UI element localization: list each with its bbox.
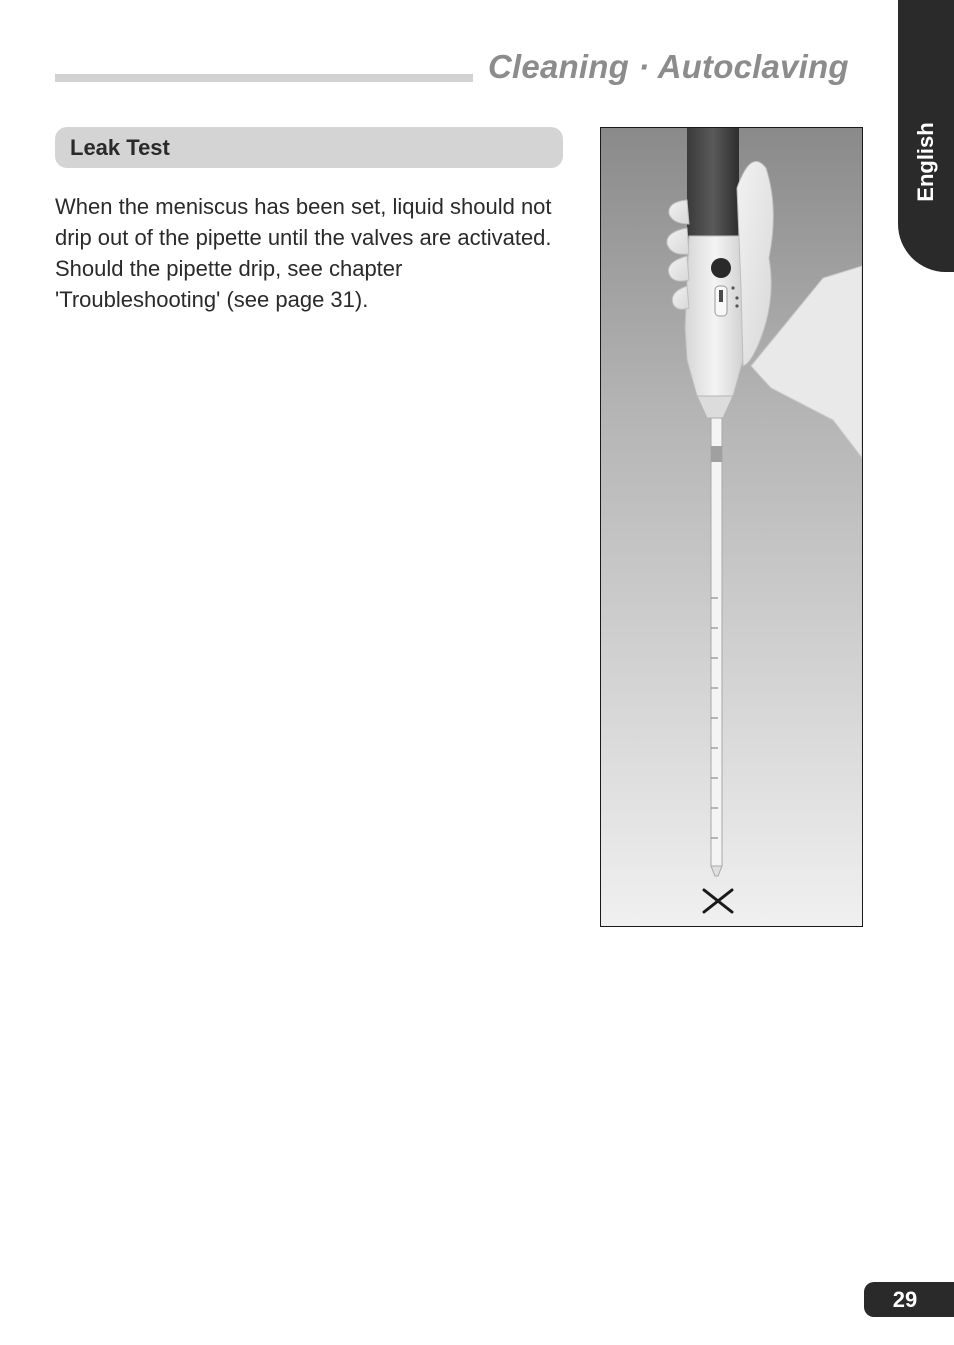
pipette-valve-button	[711, 258, 731, 278]
page-title: Cleaning · Autoclaving	[488, 48, 849, 85]
indicator-dot	[735, 304, 738, 307]
language-label: English	[913, 122, 938, 202]
pipette-color-band	[711, 446, 722, 462]
header-rule	[55, 74, 473, 82]
glass-pipette-tube	[711, 418, 722, 866]
indicator-dot	[735, 296, 738, 299]
pipette-illustration	[601, 128, 862, 926]
paragraph-leak-behavior: When the meniscus has been set, liquid should not drip out of the pipette until the valves are activated.	[55, 194, 552, 250]
indicator-dot	[731, 286, 734, 289]
pipette-slider-knob	[719, 290, 723, 302]
page-number: 29	[892, 1287, 918, 1312]
pipette-handle	[687, 128, 739, 238]
section-header	[55, 127, 563, 168]
page-number-tab	[864, 1282, 954, 1317]
paragraph-troubleshooting: Should the pipette drip, see chapter 'Troubleshooting' (see page 31).	[55, 256, 403, 312]
pipette-photo	[600, 127, 863, 927]
section-title: Leak Test	[70, 135, 170, 160]
section-body	[55, 191, 555, 315]
